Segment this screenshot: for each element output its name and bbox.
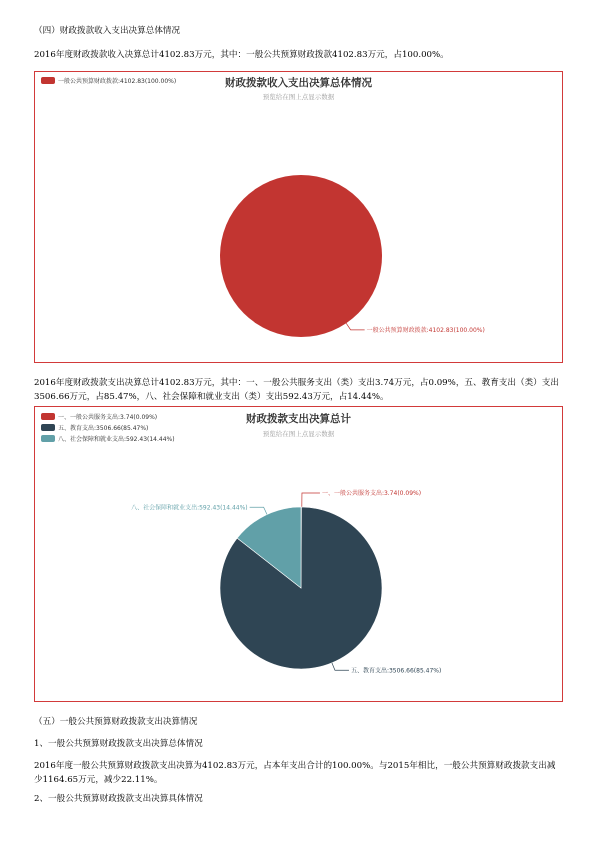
expense-paragraph: 2016年度财政拨款支出决算总计4102.83万元，其中：一、一般公共服务支出（类）支出3.74万元，占0.09%，五、教育支出（类）支出3506.66万元，占85.47%，八、社会保障和就业支出（类）支出592.43万元，占14.44%。	[34, 378, 559, 402]
callout-label: 五、教育支出:3506.66(85.47%)	[350, 667, 442, 675]
expense-chart-title: 财政拨款支出决算总计	[246, 413, 351, 425]
section-heading-5: （五）一般公共预算财政拨款支出决算情况	[34, 717, 198, 727]
legend-label: 一般公共预算财政拨款:4102.83(100.00%)	[58, 78, 177, 85]
income-pie-chart	[35, 72, 562, 362]
callout-line	[250, 507, 267, 514]
callout-label: 一、一般公共服务支出:3.74(0.09%)	[321, 490, 422, 498]
income-chart-title: 财政拨款收入支出决算总体情况	[225, 77, 372, 89]
expense-chart-subtitle: 预览给在图上点显示数据	[262, 430, 335, 438]
subheading-1: 1、一般公共预算财政拨款支出决算总体情况	[34, 739, 203, 749]
section-heading-4: （四）财政拨款收入支出决算总体情况	[34, 26, 181, 36]
callout-label: 八、社会保障和就业支出:592.43(14.44%)	[131, 504, 248, 512]
legend-label: 八、社会保障和就业支出:592.43(14.44%)	[58, 436, 175, 443]
general-budget-paragraph: 2016年度一般公共预算财政拨款支出决算为4102.83万元，占本年支出合计的100.00%。与2015年相比，一般公共预算财政拨款支出减少1164.65万元，减少22.11%。	[34, 761, 556, 785]
expense-pie-chart	[35, 407, 562, 701]
callout-line	[332, 663, 349, 670]
income-paragraph: 2016年度财政拨款收入决算总计4102.83万元，其中：一般公共预算财政拨款4102.83万元，占100.00%。	[34, 50, 449, 60]
subheading-2: 2、一般公共预算财政拨款支出决算具体情况	[34, 794, 203, 804]
income-chart-subtitle: 预览给在图上点显示数据	[262, 93, 335, 101]
callout-label: 一般公共预算财政拨款:4102.83(100.00%)	[366, 327, 485, 335]
expense-chart-frame	[34, 406, 563, 702]
legend-label: 一、一般公共服务支出:3.74(0.09%)	[58, 414, 158, 421]
callout-line	[346, 323, 364, 330]
pie-slice	[220, 175, 382, 337]
legend-label: 五、教育支出:3506.66(85.47%)	[58, 425, 149, 432]
callout-line	[302, 493, 320, 507]
income-chart-frame	[34, 71, 563, 363]
